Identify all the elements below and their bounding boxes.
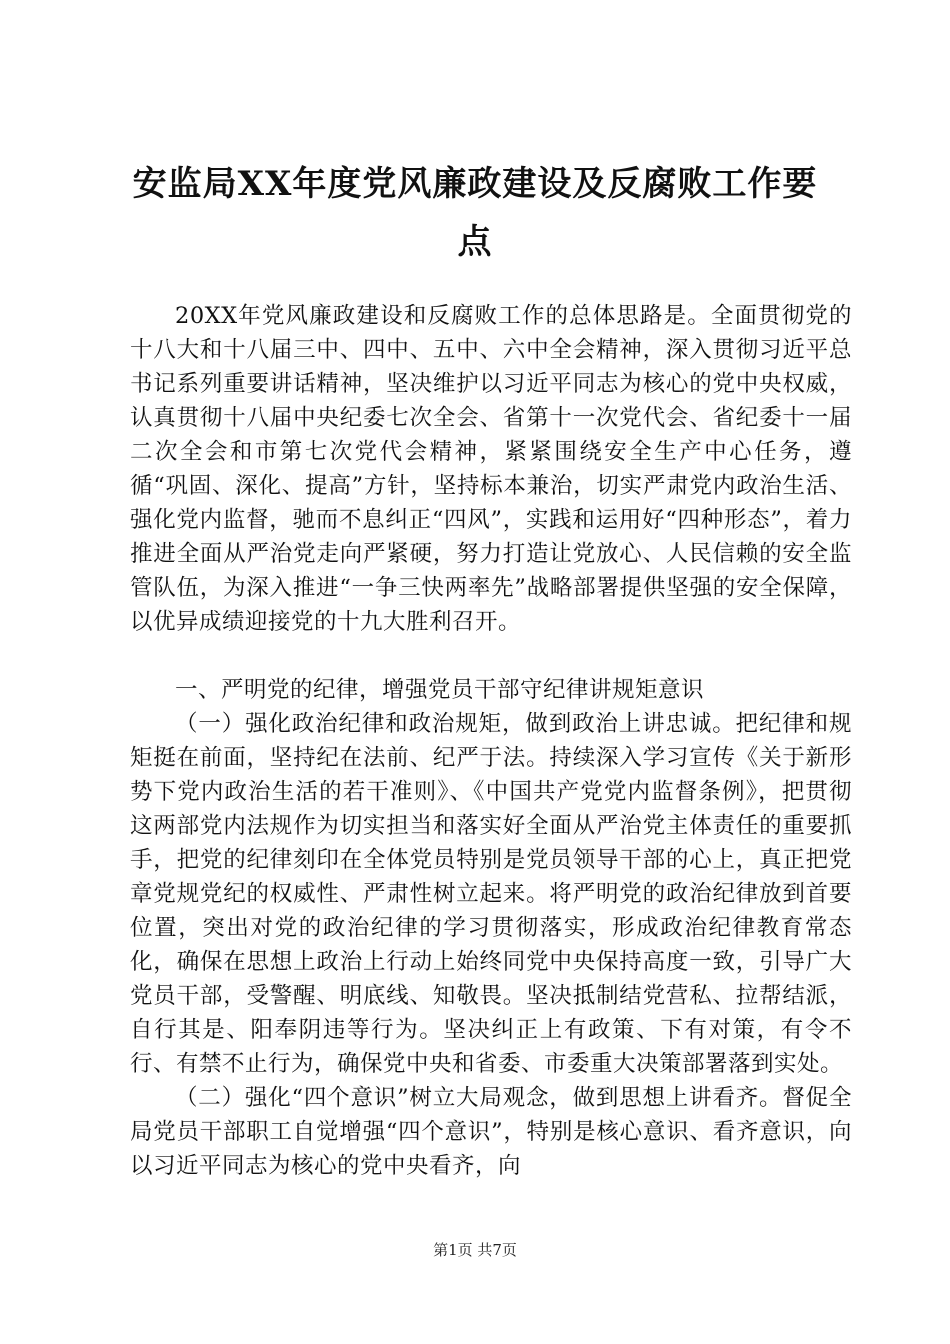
subsection-paragraph-2: （二）强化“四个意识”树立大局观念，做到思想上讲看齐。督促全局党员干部职工自觉增强“四个意识”，特别是核心意识、看齐意识，向以习近平同志为核心的党中央看齐，向: [130, 1085, 852, 1179]
subsection-paragraph-1: （一）强化政治纪律和政治规矩，做到政治上讲忠诚。把纪律和规矩挺在前面，坚持纪在法前、纪严于法。持续深入学习宣传《关于新形势下党内政治生活的若干准则》、《中国共产党党内监督条例》，把贯彻这两部党内法规作为切实担当和落实好全面从严治党主体责任的重要抓手，把党的纪律刻印在全体党员特别是党员领导干部的心上，真正把党章党规党纪的权威性、严肃性树立起来。将严明党的政治纪律放到首要位置，突出对党的政治纪律的学习贯彻落实，形成政治纪律教育常态化，确保在思想上政治上行动上始终同党中央保持高度一致，引导广大党员干部，受警醒、明底线、知敬畏。坚决抵制结党营私、拉帮结派，自行其是、阳奉阴违等行为。坚决纠正上有政策、下有对策，有令不行、有禁不止行为，确保党中央和省委、市委重大决策部署落到实处。: [130, 711, 852, 1077]
document-body: [130, 299, 852, 1183]
intro-paragraph: 20XX年党风廉政建设和反腐败工作的总体思路是。全面贯彻党的十八大和十八届三中、四中、五中、六中全会精神，深入贯彻习近平总书记系列重要讲话精神，坚决维护以习近平同志为核心的党中央权威，认真贯彻十八届中央纪委七次全会、省第十一次党代会、省纪委十一届二次全会和市第七次党代会精神，紧紧围绕安全生产中心任务，遵循“巩固、深化、提高”方针，坚持标本兼治，切实严肃党内政治生活、强化党内监督，驰而不息纠正“四风”，实践和运用好“四种形态”，着力推进全面从严治党走向严紧硬，努力打造让党放心、人民信赖的安全监管队伍，为深入推进“一争三快两率先”战略部署提供坚强的安全保障，以优异成绩迎接党的十九大胜利召开。: [130, 303, 852, 635]
section-heading-1: 一、严明党的纪律，增强党员干部守纪律讲规矩意识: [175, 677, 705, 703]
page-footer: 第1页 共7页: [433, 1241, 517, 1259]
document-title: 安监局XX年度党风廉政建设及反腐败工作要点: [132, 164, 818, 262]
